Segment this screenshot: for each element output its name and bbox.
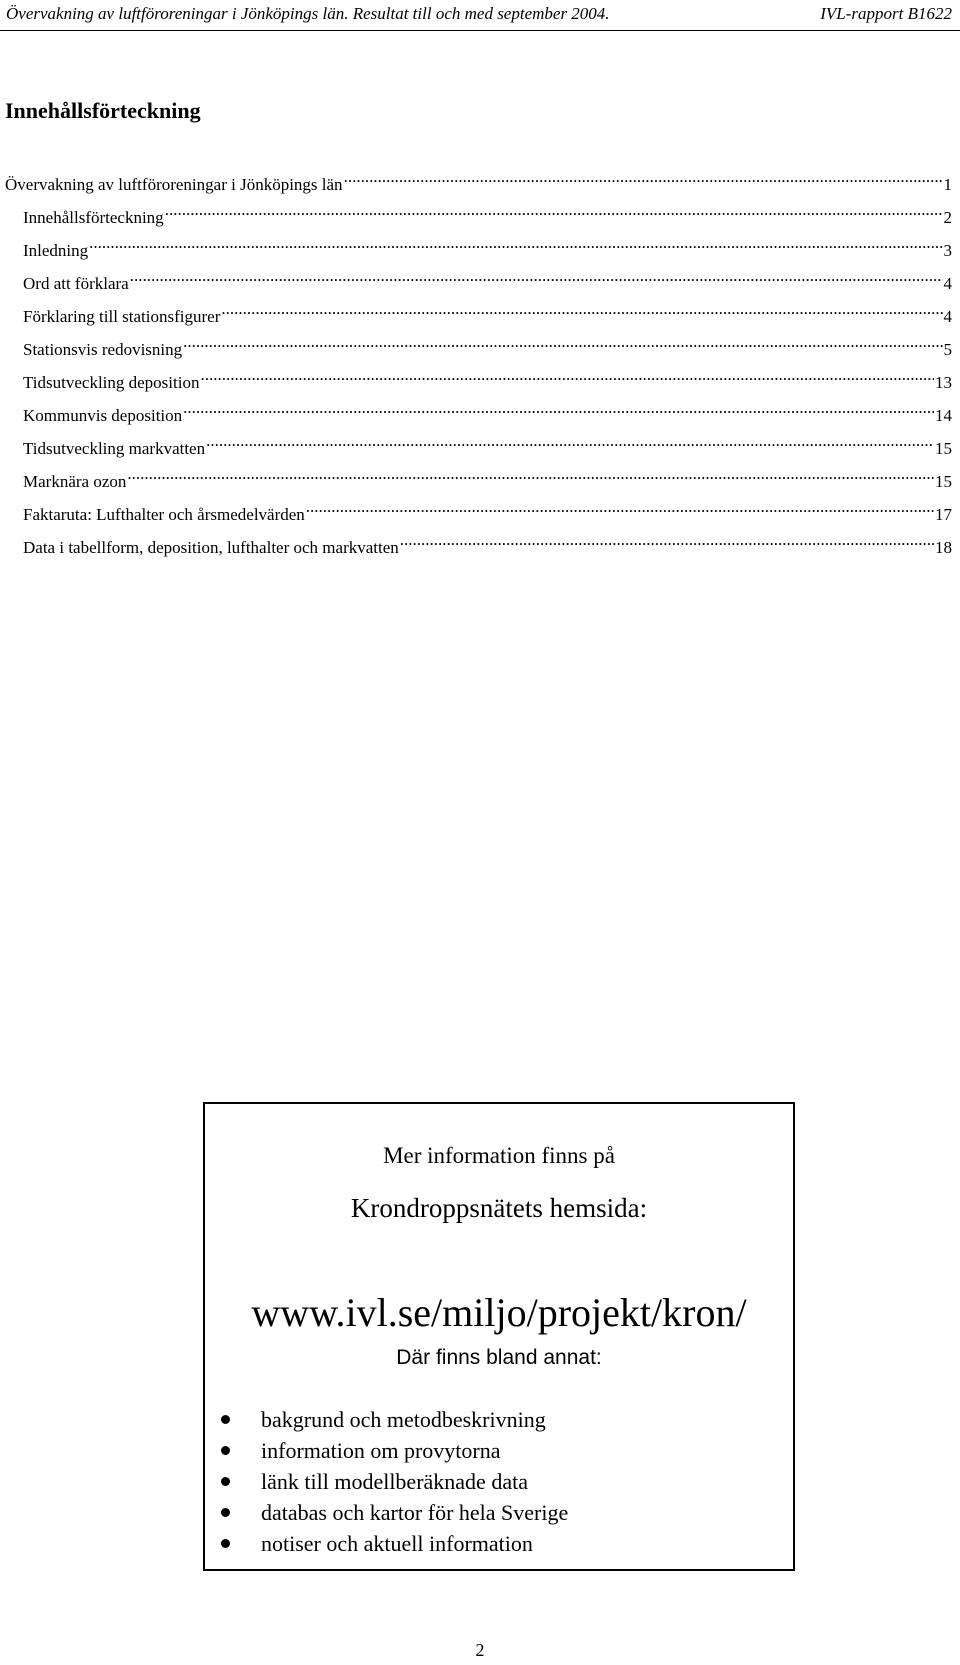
toc-entry-page: 3: [943, 241, 952, 260]
toc-entry[interactable]: [5, 164, 952, 194]
toc-entry[interactable]: [23, 461, 952, 491]
toc-entry-label: Förklaring till stationsfigurer: [23, 307, 221, 326]
toc-entry[interactable]: [23, 362, 952, 392]
bullet-icon: [221, 1508, 230, 1517]
toc-heading: Innehållsförteckning: [5, 98, 201, 123]
toc-leader-dots: [183, 329, 942, 355]
toc-entry-page: 17: [935, 505, 952, 524]
toc-entry-page: 15: [935, 439, 952, 458]
bullet-icon: [221, 1539, 230, 1548]
toc-entry-page: 13: [935, 373, 952, 392]
toc-entry[interactable]: [23, 395, 952, 425]
list-item-text: notiser och aktuell information: [261, 1531, 533, 1556]
toc-entry-label: Faktaruta: Lufthalter och årsmedelvärden: [23, 505, 305, 524]
toc-entry[interactable]: [23, 527, 952, 557]
info-box-intro: Mer information finns på: [383, 1143, 615, 1168]
toc-entry-page: 14: [935, 406, 952, 425]
header-title: Övervakning av luftföroreningar i Jönköpings län. Resultat till och med september 2004.: [6, 4, 610, 23]
toc-entry-page: 15: [935, 472, 952, 491]
list-item-text: bakgrund och metodbeskrivning: [261, 1407, 546, 1432]
toc-leader-dots: [306, 494, 934, 520]
toc-entry-page: 4: [943, 274, 952, 293]
info-box-site-name: Krondroppsnätets hemsida:: [350, 1193, 648, 1223]
toc-entry[interactable]: [23, 230, 952, 260]
list-item-text: databas och kartor för hela Sverige: [261, 1500, 569, 1525]
list-item: [219, 1404, 568, 1435]
toc-entry[interactable]: [23, 197, 952, 227]
toc-entry-page: 2: [943, 208, 952, 227]
list-item: [219, 1528, 568, 1559]
toc-entry[interactable]: [23, 428, 952, 458]
list-item-text: information om provytorna: [261, 1438, 501, 1463]
toc-entry[interactable]: [23, 494, 952, 524]
info-box-subheading: Där finns bland annat:: [396, 1346, 602, 1369]
toc-leader-dots: [130, 263, 943, 289]
toc-entry-label: Tidsutveckling markvatten: [23, 439, 206, 458]
toc-entry-label: Stationsvis redovisning: [23, 340, 183, 359]
toc-entry-label: Kommunvis deposition: [23, 406, 183, 425]
toc-leader-dots: [344, 164, 943, 190]
toc-leader-dots: [400, 527, 934, 553]
list-item: [219, 1466, 568, 1497]
toc-leader-dots: [200, 362, 934, 388]
info-box-list: [219, 1404, 568, 1559]
toc-entry-label: Övervakning av luftföroreningar i Jönköpings län: [5, 175, 343, 194]
bullet-icon: [221, 1477, 230, 1486]
website-link[interactable]: www.ivl.se/miljo/projekt/kron/: [251, 1290, 747, 1335]
toc-entry-label: Marknära ozon: [23, 472, 127, 491]
toc-entry-label: Inledning: [23, 241, 89, 260]
toc-entry[interactable]: [23, 329, 952, 359]
toc-entry-page: 5: [943, 340, 952, 359]
toc-entry-label: Innehållsförteckning: [23, 208, 164, 227]
toc-leader-dots: [165, 197, 943, 223]
toc-entry[interactable]: [23, 296, 952, 326]
bullet-icon: [221, 1446, 230, 1455]
bullet-icon: [221, 1415, 230, 1424]
toc-leader-dots: [89, 230, 942, 256]
toc-entry-page: 1: [943, 175, 952, 194]
list-item: [219, 1435, 568, 1466]
toc-leader-dots: [206, 428, 934, 454]
list-item-text: länk till modellberäknade data: [261, 1469, 528, 1494]
toc-entry-page: 4: [943, 307, 952, 326]
toc-entry-label: Data i tabellform, deposition, lufthalter och markvatten: [23, 538, 399, 557]
toc-leader-dots: [221, 296, 942, 322]
toc-entry-label: Ord att förklara: [23, 274, 129, 293]
page-number: 2: [475, 1640, 485, 1660]
info-box: [203, 1102, 795, 1571]
toc-leader-dots: [127, 461, 934, 487]
toc-entry-label: Tidsutveckling deposition: [23, 373, 200, 392]
list-item: [219, 1497, 568, 1528]
toc-entry-page: 18: [935, 538, 952, 557]
toc-entry[interactable]: [23, 263, 952, 293]
header-rule: [0, 30, 960, 31]
header-report-id: IVL-rapport B1622: [820, 4, 952, 23]
toc-leader-dots: [183, 395, 934, 421]
running-header: [0, 0, 960, 34]
